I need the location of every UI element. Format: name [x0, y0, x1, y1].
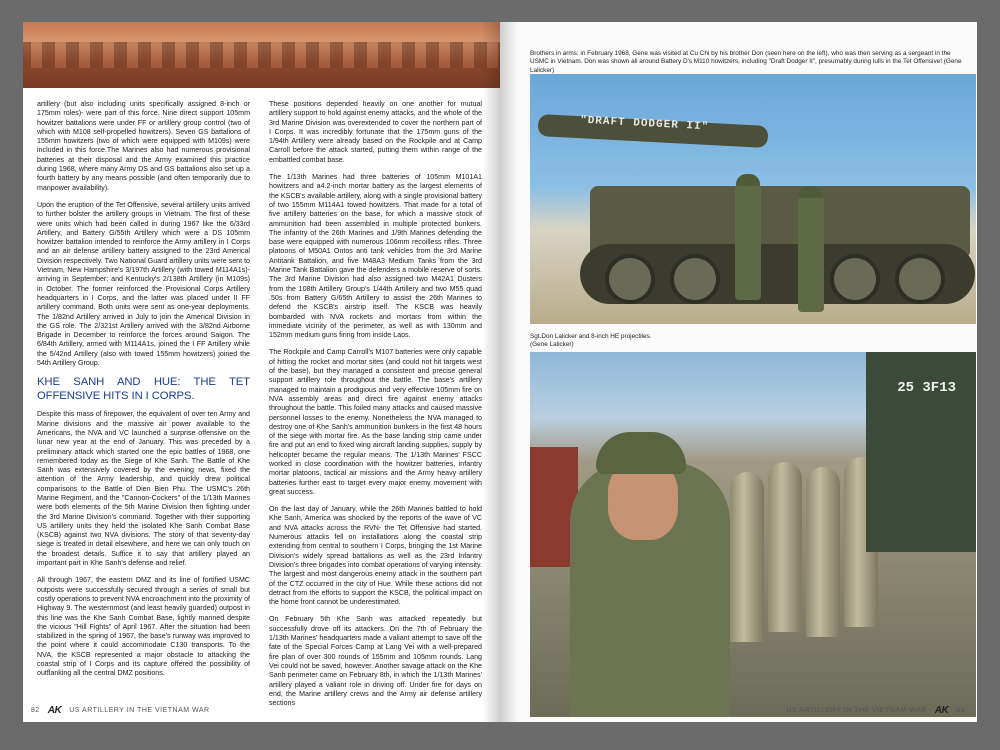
- paragraph: On February 5th Khe Sanh was attacked repeatedly but successfully drove off its attackers. On the 7th of February the 1/13th Marines' headquarters made a valiant attempt to save off the fate of the Special Forces Camp at Lang Vei with a well-prepared fire plan of over 300 rounds of 155mm and 105mm rounds. Lang Vei could not be saved, however. Another savage attack on the Khe Sanh perimeter came on February 8th, in which the 1/13th Marines' artillery played a valiant role in driving off. Under fire for days on end, the Marine artillery crews and the Army air defense artillery sections: [269, 615, 482, 708]
- running-title: US ARTILLERY IN THE VIETNAM WAR: [786, 707, 927, 714]
- paragraph: All through 1967, the eastern DMZ and its line of fortified USMC outposts were successfully secured through a series of small but costly operations to prevent NVA encroachment into the proximity of Highway 9. The westernmost (and least heavily guarded) outpost in this line was the Khe Sanh Combat Base, lightly manned despite the vicious "Hill Fights" of April 1967. After the situation had been stabilized in the spring of 1967, the base's runway was improved to the point where it could accommodate C130 transports. To the NVA, the KSCB represented a major obstacle to attacking the coastal strip of I Corps and its capture offered the possibility of outflanking all the central DMZ positions.: [37, 576, 250, 678]
- helmet: [799, 186, 823, 198]
- helmet: [736, 174, 760, 186]
- treeline: [23, 42, 500, 68]
- photo-caption-top: Brothers in arms: in February 1968, Gene was visited at Cu Chi by his brother Don (seen here on the left), who was then serving as a sergeant in the USMC in Vietnam. Don was shown all around Battery D's M110 howitzers, including "Draft Dodger II", presumably during lulls in the Tet Offensive! (Gene Lalicker): [530, 50, 962, 74]
- left-page: [23, 22, 500, 722]
- truck-number: 25 3F13: [897, 380, 956, 396]
- right-page: [500, 22, 977, 722]
- road-wheel: [830, 254, 880, 304]
- road-wheel: [605, 254, 655, 304]
- photo-m110-howitzer: [530, 74, 976, 324]
- running-title: US ARTILLERY IN THE VIETNAM WAR: [69, 707, 210, 714]
- paragraph: Despite this mass of firepower, the equivalent of over ten Army and Marine divisions and the massive air power available to the Americans, the NVA and VC launched a surprise offensive on the lunar new year at the end of January. This was preceded by a preliminary attack which started one the epic battles of 1968, one remembered today as the Siege of Khe Sanh. The Battle of Khe Sanh was extensively covered by the evening news, fixed the attention of the Army leadership, and quickly drew political comparisons to the Battle of Dien Bien Phu. The USMC's 26th Marine Regiment, and the "Cannon-Cockers" of the 1/13th Marines were both elements of the 5th Marine Division then fighting under the 3rd Marine Division's command. Together with their supporting US artillery units they held the isolated Khe Sanh Combat Base (KSCB) against two NVA divisions. The story of that seventy-day siege is treated in detail elsewhere, and here we can only touch on the broadest details. Suffice it to say that artillery played an important part in Khe Sanh's defense and relief.: [37, 410, 250, 568]
- soldier: [798, 192, 824, 312]
- gun-name-text: "DRAFT DODGER II": [579, 114, 710, 134]
- road-wheel: [670, 254, 720, 304]
- left-footer: [31, 705, 210, 716]
- page-number: 83: [956, 707, 965, 714]
- gutter-shadow: [482, 22, 500, 722]
- paragraph: The 1/13th Marines had three batteries of 105mm M101A1 howitzers and a4.2-inch mortar battery as the largest elements of the KSCB's available artillery, along with a single provisional battery of two 155mm M114A1 towed howitzers. That made for a total of five artillery batteries on the base, for which a massive stock of ammunition had been assembled in multiple protected bunkers. The infantry of the 26th Marines and 1/9th Marines defending the base were equipped with numerous 106mm recoilless rifles. Three platoons of M50A1 Ontos anti tank vehicles from the 3rd Marine Antitank Battalion, and five M48A3 Medium Tanks from the 3rd Marine Tank Battalion gave the defenders a mobile reserve of sorts. The 3rd Marine Division had also assigned two M42A1 Dusters from the 108th Artillery Group's 1/44th Artillery and two M55 quad .50s from Battery G/65th Artillery to assist the 26th Marines to defend the KSCB's airstrip itself. The KSCB was heavily bombarded with NVA rockets and mortars from within the immediate vicinity of the perimeter, as well as with 130mm and 152mm medium guns firing from inside Laos.: [269, 173, 482, 340]
- header-photo: [23, 22, 500, 88]
- road-wheel: [895, 254, 945, 304]
- helmet: [596, 432, 686, 474]
- paragraph: These positions depended heavily on one another for mutual artillery support to hold against enemy attacks, and the whole of the 3rd Marine Division was overextended to cover the northern part of I Corps. It was incredibly fortunate that the 175mm guns of the 1/94th Artillery were already based on the Rockpile and at Camp Carroll before the attack started, putting them within range of the embattled combat base.: [269, 100, 482, 164]
- photo-soldier-projectiles: [530, 352, 976, 717]
- projectile: [730, 472, 764, 642]
- page-number: 82: [31, 707, 40, 714]
- photo-caption-bottom: Sgt.Don Lalicker and 8-inch HE projectiles. (Gene Lalicker): [530, 333, 652, 349]
- paragraph: The Rockpile and Camp Carroll's M107 batteries were only capable of hitting the rocket and mortar sites (and could not hit targets west of the base), but they managed a consistent and precise general support artillery role throughout the battle. The base's artillery managed to maintain a prodigious and very effective 105mm fire on NVA assembly areas and direct fire against enemy attacks throughout the battle. This foiled many attacks and caused massive personnel losses to the enemy. Nonetheless the NVA managed to destroy one of Khe Sanh's ammunition bunkers in the first 48 hours of the siege with mortar fire. As the base landing strip came under fire and put an end to fixed wing aircraft landing supplies, supply by helicopter became the regular means. The 1/13th Marines' FSCC worked in close coordination with the howitzer batteries, infantry mortar platoons, tactical air missions and the Army heavy artillery batteries further east to target every major enemy movement with great success.: [269, 348, 482, 496]
- section-heading: KHE SANH AND HUE: THE TET OFFENSIVE HITS IN I CORPS.: [37, 376, 250, 402]
- paragraph: artillery (but also including units specifically assigned 8-inch or 175mm roles)- were part of this force. Nine direct support 105mm howitzer battalions were under FF or artillery group control (two of which with M108 self-propelled howitzers). Seven GS battalions of 155mm howitzers (two of which were equipped with M109s) were included in this force.The Marines also had numerous provisional batteries at their disposal and the Army examined this practice during 1968, where many Army DS and GS battalions also set up a fourth battery by any means possible (and often temporarily due to manpower availability).: [37, 100, 250, 192]
- paragraph: On the last day of January, while the 26th Marines battled to hold Khe Sanh, America was shocked by the reports of the wave of VC and NVA attacks across the RVN- the Tet Offensive had started. Numerous attacks fell on installations along the coastal strip extending from central to southern I Corps, bringing the 1st Marine Division's widely spread battalions as well as the 23rd Infantry Division's three brigades into combat operations of varying intensity. The largest and most dangerous enemy attack in the southern part of the CTZ occurred in the city of Hue. While these actions did not detract from the efforts to support the KSCB, the political impact on the home front cannot be underestimated.: [269, 505, 482, 607]
- paragraph: Upon the eruption of the Tet Offensive, several artillery units arrived to further bolster the artillery groups in Vietnam. The first of these were units which had been called in during 1967 like the 6/33rd Artillery, and Battery G/55th Artillery which were a DS 105mm howitzer battalion intended to reinforce the Army artillery in I Corps and an air defense artillery battery assigned to the 23rd Americal Division respectively. Two National Guard artillery units were sent to Vietnam, New Hampshire's 3/197th Artillery (with towed M114A1s)- arriving in September; and Kentucky's 2/138th Artillery (in M109s) in October. The former reinforced the Provisional Corps Artillery headquarters in I Corps, and the latter was placed under II FF artillery command. Both units were sent as one-year deployments. The 1/82nd Artillery arrived in July to join the Americal Division in the GS role. The 2/321st Artillery arrived with the 3/82nd Airborne Brigade in December to reinforce the forces around Saigon. The 6/84th Artillery, armed with M114A1s, joined the I FF Artillery while the 5/42nd Artillery (also with towed 155mm howitzers) joined the 54th Artillery Group.: [37, 200, 250, 368]
- gutter-shadow: [500, 22, 518, 722]
- ground: [23, 68, 500, 88]
- right-footer: [786, 705, 965, 716]
- projectile: [806, 467, 840, 637]
- ak-logo: AK: [47, 705, 62, 716]
- projectile: [768, 462, 802, 632]
- column-1: [37, 100, 250, 687]
- column-2: [269, 100, 482, 716]
- ak-logo: AK: [934, 705, 949, 716]
- soldier: [735, 180, 761, 300]
